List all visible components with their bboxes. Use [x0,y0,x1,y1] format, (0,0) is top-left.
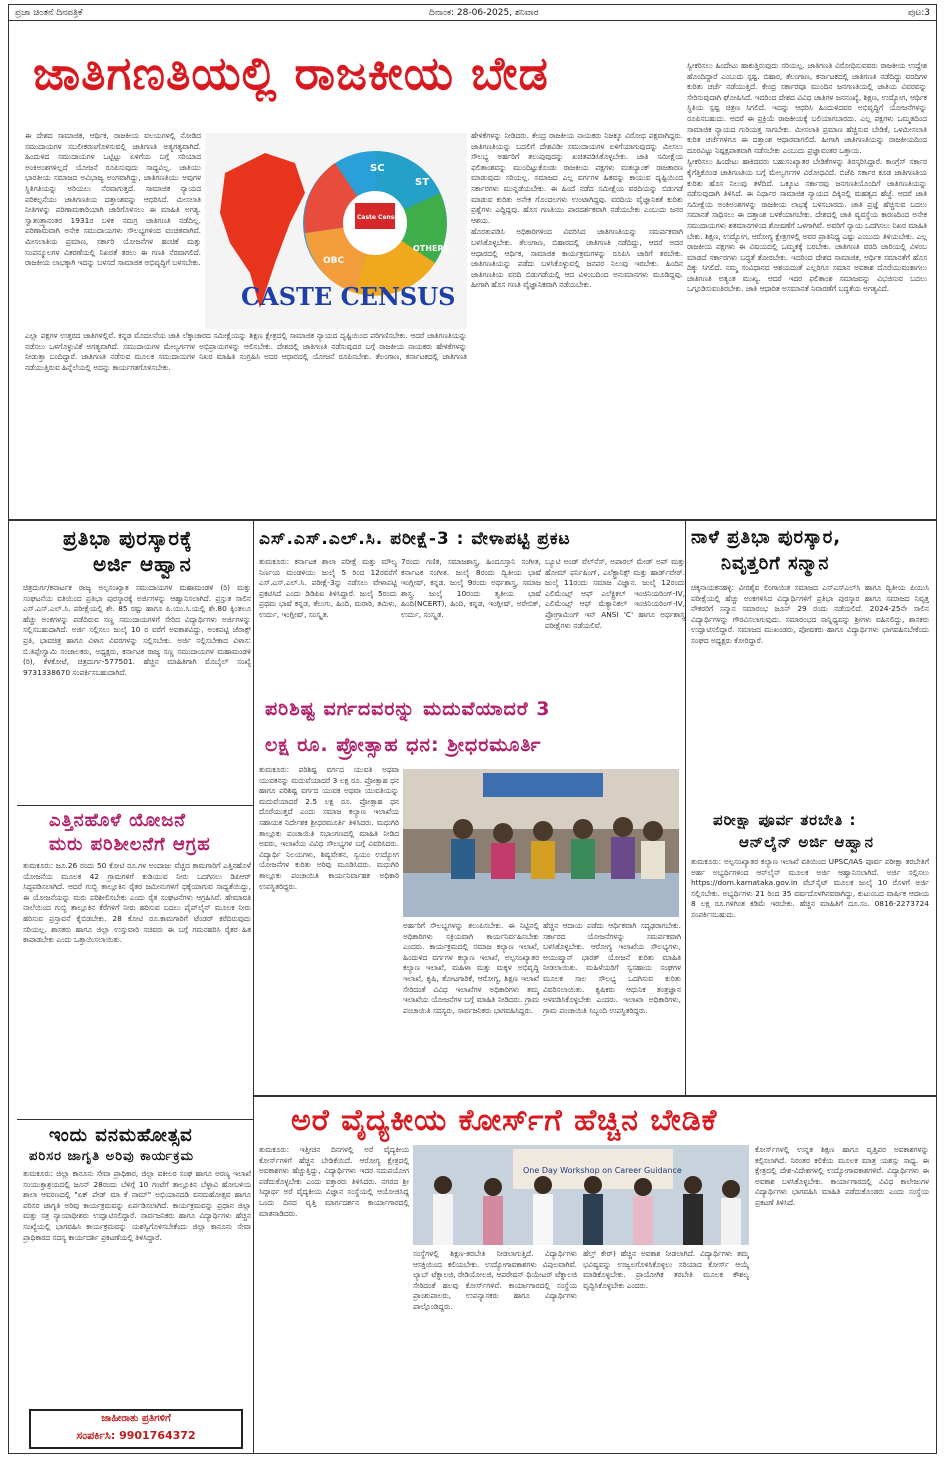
issue-date: ದಿನಾಂಕ: 28-06-2025, ಶನಿವಾರ [429,8,539,18]
sslc-col-2 [401,557,541,689]
lead-col-4-text: ಎಲ್ಲಾ ಪಕ್ಷಗಳ ಉತ್ತರದ ಜಾತಿಗಳಲ್ಲಿವೆ. ಕನ್ನಡ ಮೊದಲನೆಯ ಜಾತಿ ಲೆಕ್ಕಾಚಾರದ ಸಮೀಕ್ಷೆಯನ್ನು ಶಿಕ್ಷಣ ಕ್ಷೇತ್ರದಲ್ಲಿ ಸಾಮಾಜಿಕ ನ್ಯಾಯದ ದೃಷ್ಟಿಯಿಂದ ಪರಿಗಣಿಸಬೇಕು. ಆದರೆ ಜಾತಿಗಣತಿಯನ್ನು ನಡೆಸಲು ಒಳಗೊಳ್ಳುವಿಕೆ ಅಗತ್ಯವಾಗಿದೆ. ಸಮುದಾಯಗಳ ಮೇಲ್ವರ್ಗಗಳ ಅಭಿಪ್ರಾಯಗಳನ್ನು ಆಲಿಸಬೇಕು. ದೇಶದಲ್ಲಿ ಜಾತಿಗಣತಿ ನಡೆಸುವುದರ ಬಗ್ಗೆ ರಾಜಕೀಯ ನಾಯಕರು ಹೇಳಿಕೆಗಳನ್ನು ನೀಡುತ್ತಾ ಬಂದಿದ್ದಾರೆ. ಜಾತಿಗಣತಿ ನಡೆಸುವ ಮೂಲಕ ಸಮುದಾಯಗಳ ನಿಖರ ಮಾಹಿತಿ ಸಂಗ್ರಹಿಸಿ ಅದರ ಆಧಾರದಲ್ಲಿ ಯೋಜನೆ ರೂಪಿಸಬೇಕು. ತೆಲಂಗಾಣ, ಕರ್ನಾಟಕದಲ್ಲಿ ಜಾತಿಗಣತಿ ನಡೆಯುತ್ತಿರುವ ಹಿನ್ನೆಲೆಯಲ್ಲಿ ಅದನ್ನು ಕಾರ್ಯಗತಗೊಳಿಸಬೇಕು. [25,331,467,372]
column-rule [253,521,254,1453]
pareeksha-headline-2: ಆನ್‌ಲೈನ್ ಅರ್ಜಿ ಆಹ್ವಾನ [739,833,874,851]
lead-col-3-text: ಸ್ವೀಕರಿಸಲು ಹಿಂದೇಟು ಹಾಕುತ್ತಿರುವುದು ಸರಿಯಲ್ಲ. ಜಾತಿಗಣತಿ ವಿರೋಧಿಸುವವರು ರಾಜಕೀಯ ಉದ್ದೇಶ ಹೊಂದಿದ್ದಾರೆ ಎಂಬುದು ಸ್ಪಷ್ಟ. ಬಿಹಾರ, ತೆಲಂಗಾಣ, ಕರ್ನಾಟಕದಲ್ಲಿ ಜಾತಿಗಣತಿ ನಡೆದಿದ್ದು ವರದಿಗಳ ಕುರಿತು ಚರ್ಚೆ ನಡೆಯುತ್ತಿದೆ. ಕೇಂದ್ರ ಸರ್ಕಾರವೂ ಮುಂದಿನ ಜನಗಣತಿಯಲ್ಲಿ ಜಾತಿಯ ವಿವರವನ್ನು ಸೇರಿಸುವುದಾಗಿ ಘೋಷಿಸಿದೆ. ಇದರಿಂದ ದೇಶದ ವಿವಿಧ ಜಾತಿಗಳ ಜನಸಂಖ್ಯೆ, ಶಿಕ್ಷಣ, ಉದ್ಯೋಗ, ಆರ್ಥಿಕ ಸ್ಥಿತಿಯ ಸ್ಪಷ್ಟ ಚಿತ್ರಣ ಸಿಗಲಿದೆ. ಇದನ್ನು ಆಧರಿಸಿ ಹಿಂದುಳಿದವರ ಅಭಿವೃದ್ಧಿಗೆ ಯೋಜನೆಗಳನ್ನು ರೂಪಿಸಬಹುದು. ಆದರೆ ಈ ಪ್ರಕ್ರಿಯೆ ರಾಜಕೀಯಕ್ಕೆ ಬಲಿಯಾಗಬಾರದು. ಎಲ್ಲ ಪಕ್ಷಗಳು ಒಮ್ಮತದಿಂದ ಸಾಮಾಜಿಕ ನ್ಯಾಯದ ಗುರಿಯತ್ತ ಸಾಗಬೇಕು. ಮೀಸಲಾತಿ ಪ್ರಮಾಣ ಹೆಚ್ಚಿಸುವ ಬೇಡಿಕೆ, ಒಳಮೀಸಲಾತಿ ಕುರಿತ ಚರ್ಚೆಗಳಿಗೂ ಈ ದತ್ತಾಂಶ ಆಧಾರವಾಗಲಿದೆ. ಹೀಗಾಗಿ ಜಾತಿಗಣತಿಯನ್ನು ರಾಜಕೀಯದಿಂದ ದೂರವಿಟ್ಟು ನಿಷ್ಪಕ್ಷಪಾತವಾಗಿ ನಡೆಸಬೇಕು ಎಂಬುದು ಪ್ರಜ್ಞಾವಂತರ ಒತ್ತಾಯ. [687,61,927,155]
vaidya-col-2 [413,1249,577,1449]
meeting-photo [403,769,679,917]
lead-col-1a [25,131,201,329]
pareeksha-body-text: ತುಮಕೂರು: ಅಲ್ಪಸಂಖ್ಯಾತರ ಕಲ್ಯಾಣ ಇಲಾಖೆ ವತಿಯಿಂದ UPSC/IAS ಪೂರ್ವ ಪರೀಕ್ಷಾ ತರಬೇತಿಗೆ ಅರ್ಹ ಅಭ್ಯರ್ಥಿಗಳಿಂದ ಆನ್‌ಲೈನ್ ಮೂಲಕ ಅರ್ಜಿ ಆಹ್ವಾನಿಸಲಾಗಿದೆ. ಅರ್ಜಿ ಸಲ್ಲಿಸಲು https://dom.karnataka.gov.in ವೆಬ್‌ಸೈಟ್ ಮೂಲಕ ಜುಲೈ 10 ರೊಳಗೆ ಅರ್ಜಿ ಸಲ್ಲಿಸಬೇಕು. ಅಭ್ಯರ್ಥಿಗಳು 21 ರಿಂದ 35 ವರ್ಷದೊಳಗಿನವರಾಗಿದ್ದು, ಕುಟುಂಬದ ವಾರ್ಷಿಕ ಆದಾಯ 8 ಲಕ್ಷ ರೂ.ಗಳಿಗಿಂತ ಕಡಿಮೆ ಇರಬೇಕು. ಹೆಚ್ಚಿನ ಮಾಹಿತಿಗೆ ದೂ.ಸಂ. 0816-2273724 ಸಂಪರ್ಕಿಸಬಹುದು. [691,857,929,919]
shridhar-col-3-text: ಹೆಚ್ಚಿನ ಆದಾಯ ಪಡೆದು ಆರ್ಥಿಕವಾಗಿ ಸದೃಢರಾಗಬೇಕು. ಸರ್ಕಾರದ ಯೋಜನೆಗಳನ್ನು ಸಮರ್ಪಕವಾಗಿ ಬಳಸಿಕೊಳ್ಳಬೇಕು. ಆರೋಗ್ಯ ಇಲಾಖೆಯ ಸೌಲಭ್ಯಗಳು, ಆಯುಷ್ಮಾನ್ ಭಾರತ್ ಯೋಜನೆ ಕುರಿತು ಮಾಹಿತಿ ನೀಡಲಾಯಿತು. ಮಹಿಳೆಯರಿಗೆ ಸ್ವಸಹಾಯ ಸಂಘಗಳ ಮೂಲಕ ಸಾಲ ಸೌಲಭ್ಯ ಒದಗಿಸುವ ಕುರಿತು ವಿವರಿಸಲಾಯಿತು. ಕೃಷಿಕರು ಆಧುನಿಕ ತಂತ್ರಜ್ಞಾನ ಅಳವಡಿಸಿಕೊಳ್ಳಬೇಕು ಎಂದರು. ಇಲಾಖಾ ಅಧಿಕಾರಿಗಳು, ಗ್ರಾಮ ಪಂಚಾಯಿತಿ ಸಿಬ್ಬಂದಿ ಉಪಸ್ಥಿತರಿದ್ದರು. [543,921,681,1015]
sslc-col-3 [545,557,685,689]
sslc-col-3-text: ಬ್ಯೂಟಿ ಅಂಡ್ ವೆಲ್‌ನೆಸ್, ಅಪಾರಲ್ ಮೇಡ್ ಅಪ್ ಮತ್ತು ಹೋಮ್ ಫರ್ನಿಷಿಂಗ್, ಎಲೆಕ್ಟ್ರಾನಿಕ್ಸ್ ಮತ್ತು ಹಾರ್ಡ್‌ವೇರ್. ಜುಲೈ 11ರಂದು ಸಮಾಜ ವಿಜ್ಞಾನ. ಜುಲೈ 12ರಂದು ಎಲಿಮೆಂಟ್ಸ್ ಆಫ್ ಎಲೆಕ್ಟ್ರಿಕಲ್ ಇಂಜಿನಿಯರಿಂಗ್-IV, ಎಲಿಮೆಂಟ್ಸ್ ಆಫ್ ಮೆಕ್ಯಾನಿಕಲ್ ಇಂಜಿನಿಯರಿಂಗ್-IV, ಪ್ರೋಗ್ರಾಮಿಂಗ್ ಇನ್ ANSI 'C' ಹಾಗೂ ಅರ್ಥಶಾಸ್ತ್ರ ಪರೀಕ್ಷೆಗಳು ನಡೆಯಲಿವೆ. [545,557,685,630]
lead-col-5-text: ಹೊರತುಪಡಿಸಿ ಅಧಿಕಾರಿಗಳಿಂದ ವಿವರಿಸಿದ ಜಾತಿಗಣತಿಯನ್ನು ಸಮರ್ಪಕವಾಗಿ ಬಳಸಿಕೊಳ್ಳಬೇಕು. ತೆಲಂಗಾಣ, ಬಿಹಾರದಲ್ಲಿ ಜಾತಿಗಣತಿ ನಡೆದಿದ್ದು, ಆದರೆ ಅದರ ಆಧಾರದಲ್ಲಿ ಆರ್ಥಿಕ, ಸಾಮಾಜಿಕ ಕಾರ್ಯಕ್ರಮಗಳನ್ನು ರೂಪಿಸಿ ಜಾರಿಗೆ ತರಬೇಕು. ಜಾತಿಗಣತಿಯನ್ನು ಪಡೆದು ಬಳಸಿಕೊಳ್ಳುವಲ್ಲಿ ಜನಪರ ನಿಲುವು ಇರಬೇಕು. ಹಿಂದಿನ ಜಾತಿಗಣತಿಯ ವರದಿ ಬಿಡುಗಡೆಯಲ್ಲಿ ಆದ ವಿಳಂಬದಿಂದ ಅನುಮಾನಗಳು ಮೂಡಿದ್ದವು. ಹೀಗಾಗಿ ಹೊಸ ಗಣತಿ ವೈಜ್ಞಾನಿಕವಾಗಿ ನಡೆಯಬೇಕು. [471,227,683,290]
wheel-label-st: ST [415,177,430,188]
lead-col-3 [687,61,927,517]
pratibha-body-text: ಚಿತ್ರದುರ್ಗ/ಕನಾರ್ಟಕ ರಾಜ್ಯ ಅಲ್ಪಸಂಖ್ಯಾತ ಸಮುದಾಯಗಳ ಮಹಾಮಂಡಳಿ (ರಿ) ಮತ್ತು ಸಂಘಟನೆಯ ವತಿಯಿಂದ ಪ್ರತಿಭಾ ಪುರಸ್ಕಾರಕ್ಕೆ ಅರ್ಜಿಗಳನ್ನು ಆಹ್ವಾನಿಸಲಾಗಿದೆ. ಪ್ರಸ್ತುತ ಸಾಲಿನ ಎಸ್.ಎಸ್.ಎಲ್.ಸಿ. ಪರೀಕ್ಷೆಯಲ್ಲಿ ಶೇ. 85 ರಷ್ಟು ಹಾಗೂ ಪಿ.ಯು.ಸಿ.ಯಲ್ಲಿ ಶೇ.80 ಕ್ಕಿಂತಲೂ ಹೆಚ್ಚು ಅಂಕಗಳನ್ನು ಪಡೆದಿರುವ ಸಣ್ಣ ಸಮುದಾಯಗಳಿಗೆ ಸೇರಿದ ವಿದ್ಯಾರ್ಥಿಗಳು ಅರ್ಜಿಗಳನ್ನು ಸಲ್ಲಿಸಬಹುದಾಗಿದೆ. ಅರ್ಜಿ ಸಲ್ಲಿಸಲು ಜುಲೈ 10 ರ ವರೆಗೆ ಅವಕಾಶವಿದ್ದು, ಅಂಕಪಟ್ಟಿ ಜೆರಾಕ್ಸ್ ಪ್ರತಿ, ಭಾವಚಿತ್ರ ಹಾಗೂ ವಿಳಾಸ ವಿವರಗಳನ್ನು ಸಲ್ಲಿಸಬೇಕು. ಅರ್ಜಿ ಸಲ್ಲಿಸಬೇಕಾದ ವಿಳಾಸ: ಬಿ.ತಿಪ್ಪೇಸ್ವಾಮಿ ಸಂಚಾಲಕರು, ಅಧ್ಯಕ್ಷರು, ಕರ್ನಾಟಕ ರಾಜ್ಯ ಸಣ್ಣ ಸಮುದಾಯಗಳ ಮಹಾಮಂಡಳಿ (ರಿ), ಕೆಳಕೋಟೆ, ಚಿತ್ರದುರ್ಗ-577501. ಹೆಚ್ಚಿನ ಮಾಹಿತಿಗಾಗಿ ಮೊಬೈಲ್ ಸಂಖ್ಯೆ 9731338670 ಸಂಪರ್ಕಿಸಬಹುದಾಗಿದೆ. [23,583,251,677]
vaidya-headline: ಅರೆ ವೈದ್ಯಕೀಯ ಕೋರ್ಸ್‌ಗೆ ಹೆಚ್ಚಿನ ಬೇಡಿಕೆ [291,1103,718,1138]
ad-title: ಜಾಹೀರಾತು ಪ್ರತಿಗಳಿಗೆ [101,1413,171,1424]
sslc-headline: ಎಸ್.ಎಸ್.ಎಲ್.ಸಿ. ಪರೀಕ್ಷೆ-3 : ವೇಳಾಪಟ್ಟಿ ಪ್ರಕಟ [259,529,571,549]
lead-headline: ಜಾತಿಗಣತಿಯಲ್ಲಿ ರಾಜಕೀಯ ಬೇಡ [33,46,549,100]
etinole-body-text: ತುಮಕೂರು: ಜೂ.26 ರಂದು 50 ಕೋಟಿ ರೂ.ಗಳ ಅಂದಾಜು ವೆಚ್ಚದ ಕಾಮಗಾರಿಗೆ ಎತ್ತಿನಹೊಳೆ ಯೋಜನೆಯ ಮೂಲಕ 42 ಗ್ರಾಮಗಳಿಗೆ ಕುಡಿಯುವ ನೀರು ಒದಗಿಸಲು ಡಿಪಿಆರ್ ಸಿದ್ಧಪಡಿಸಲಾಗಿದೆ. ಆದರೆ ಗುಬ್ಬಿ ತಾಲ್ಲೂಕಿನ ರೈತರ ಜಮೀನುಗಳಿಗೆ ಧಕ್ಕೆಯಾಗುವ ಸಾಧ್ಯತೆಯಿದ್ದು, ಈ ಯೋಜನೆಯನ್ನು ಮರು ಪರಿಶೀಲಿಸಬೇಕು ಎಂದು ರೈತ ಸಂಘಟನೆಗಳು ಆಗ್ರಹಿಸಿವೆ. ಹೇಮಾವತಿ ನಾಲೆಯಿಂದ ಗುಬ್ಬಿ ತಾಲ್ಲೂಕಿನ ಕೆರೆಗಳಿಗೆ ನೀರು ಹರಿಸುವ ಬದಲು ಪೈಪ್‌ಲೈನ್ ಮೂಲಕ ನೀರು ಹರಿಸುವ ಪ್ರಸ್ತಾವನೆ ಕೈಬಿಡಬೇಕು. 28 ಕೋಟಿ ರೂ.ಕಾಮಗಾರಿಗೆ ಟೆಂಡರ್ ಕರೆದಿರುವುದು ಸರಿಯಲ್ಲ. ಶಾಸಕರು ಹಾಗೂ ಜಿಲ್ಲಾ ಉಸ್ತುವಾರಿ ಸಚಿವರು ಈ ಬಗ್ಗೆ ಗಮನಹರಿಸಿ ರೈತರ ಹಿತ ಕಾಪಾಡಬೇಕು ಎಂದು ಒತ್ತಾಯಿಸಲಾಯಿತು. [23,861,251,945]
vaidya-col-4-text: ಕೋರ್ಸ್‌ಗಳಲ್ಲಿ ಉನ್ನತ ಶಿಕ್ಷಣ ಹಾಗೂ ವೃತ್ತಿಪರ ಅವಕಾಶಗಳನ್ನು ಕಲ್ಪಿಸಲಾಗಿದೆ. ನಿರಂತರ ಕಲಿಕೆಯ ಮೂಲಕ ಮಾತ್ರ ಯಶಸ್ಸು ಸಾಧ್ಯ. ಈ ಕ್ಷೇತ್ರದಲ್ಲಿ ದೇಶ-ವಿದೇಶಗಳಲ್ಲಿ ಉದ್ಯೋಗಾವಕಾಶಗಳಿವೆ. ವಿದ್ಯಾರ್ಥಿಗಳು ಈ ಅವಕಾಶ ಬಳಸಿಕೊಳ್ಳಬೇಕು. ಕಾರ್ಯಾಗಾರದಲ್ಲಿ ವಿವಿಧ ಕಾಲೇಜುಗಳ ವಿದ್ಯಾರ್ಥಿಗಳು ಭಾಗವಹಿಸಿ ಮಾಹಿತಿ ಪಡೆದುಕೊಂಡರು ಎಂದು ಸಂಸ್ಥೆಯ ಪ್ರಕಟಣೆ ತಿಳಿಸಿದೆ. [755,1145,929,1207]
vana-headline-1: ಇಂದು ವನಮಹೋತ್ಸವ [49,1125,193,1146]
ad-phone: ಸಂಪರ್ಕಿಸಿ: 9901764372 [76,1429,196,1442]
naale-body [691,583,929,805]
etinole-headline-2: ಮರು ಪರಿಶೀಲನೆಗೆ ಆಗ್ರಹ [49,834,211,855]
shridhar-col-1-text: ತುಮಕೂರು: ಪರಿಶಿಷ್ಟ ವರ್ಗದ ಯುವತಿ ಅಥವಾ ಯುವಕನನ್ನು ಮದುವೆಯಾದರೆ 3 ಲಕ್ಷ ರೂ. ಪ್ರೋತ್ಸಾಹ ಧನ ಹಾಗೂ ಪರಿಶಿಷ್ಟ ವರ್ಗದ ಯುವಕ ಅಥವಾ ಯುವತಿಯನ್ನು ಮದುವೆಯಾದರೆ 2.5 ಲಕ್ಷ ರೂ. ಪ್ರೋತ್ಸಾಹ ಧನ ದೊರೆಯುತ್ತದೆ ಎಂದು ಸಮಾಜ ಕಲ್ಯಾಣ ಇಲಾಖೆಯ ಸಹಾಯಕ ನಿರ್ದೇಶಕ ಶ್ರೀಧರಮೂರ್ತಿ ತಿಳಿಸಿದರು. ಮಧುಗಿರಿ ತಾಲ್ಲೂಕು ಪಂಚಾಯಿತಿ ಸಭಾಂಗಣದಲ್ಲಿ ಮಾಹಿತಿ ನೀಡಿದ ಅವರು, ಇಲಾಖೆಯ ವಿವಿಧ ಸೌಲಭ್ಯಗಳ ಬಗ್ಗೆ ವಿವರಿಸಿದರು. ವಿದ್ಯಾರ್ಥಿ ನಿಲಯಗಳು, ಶಿಷ್ಯವೇತನ, ಸ್ವಯಂ ಉದ್ಯೋಗ ಯೋಜನೆಗಳ ಕುರಿತು ಅರಿವು ಮೂಡಿಸಿದರು. ಮಧುಗಿರಿ ತಾಲ್ಲೂಕು ಪಂಚಾಯಿತಿ ಕಾರ್ಯನಿರ್ವಾಹಕ ಅಧಿಕಾರಿ ಉಪಸ್ಥಿತರಿದ್ದರು. [259,765,399,891]
wheel-label-census: Caste Census [357,214,403,221]
naale-body-text: ಚಿಕ್ಕನಾಯಕನಹಳ್ಳಿ: ವೀರಶೈವ ಲಿಂಗಾಯಿತ ಸಮಾಜದ ಎಸ್‌ಎಸ್‌ಎಲ್‌ಸಿ ಹಾಗೂ ದ್ವಿತೀಯ ಪಿಯುಸಿ ಪರೀಕ್ಷೆಯಲ್ಲಿ ಹೆಚ್ಚು ಅಂಕಗಳಿಸಿದ ವಿದ್ಯಾರ್ಥಿಗಳಿಗೆ ಪ್ರತಿಭಾ ಪುರಸ್ಕಾರ ಹಾಗೂ ಸಮಾಜದ ನಿವೃತ್ತ ನೌಕರರಿಗೆ ಸನ್ಮಾನ ಸಮಾರಂಭ ಜೂನ್ 29 ರಂದು ನಡೆಯಲಿದೆ. 2024-25ನೇ ಸಾಲಿನ ವಿದ್ಯಾರ್ಥಿಗಳನ್ನು ಗೌರವಿಸಲಾಗುವುದು. ಸಮಾರಂಭದ ಸಾನ್ನಿಧ್ಯವನ್ನು ಶ್ರೀಗಳು ವಹಿಸಲಿದ್ದು, ಶಾಸಕರು ಉದ್ಘಾಟಿಸಲಿದ್ದಾರೆ. ಸಮಾಜದ ಮುಖಂಡರು, ಪೋಷಕರು ಹಾಗೂ ವಿದ್ಯಾರ್ಥಿಗಳು ಭಾಗವಹಿಸಬೇಕೆಂದು ಸಂಘದ ಅಧ್ಯಕ್ಷರು ಕೋರಿದ್ದಾರೆ. [691,583,929,645]
lead-col-1-text: ಈ ದೇಶದ ಸಾಮಾಜಿಕ, ಆರ್ಥಿಕ, ರಾಜಕೀಯ ವಲಯಗಳಲ್ಲಿ ನೋಡಿದ ಸಮುದಾಯಗಳ ಸಬಲೀಕರಣಗೊಳಿಸುವಲ್ಲಿ ಜಾತಿಗಣತಿ ಅತ್ಯಗತ್ಯವಾಗಿದೆ. ಹಿಂದುಳಿದ ಸಮುದಾಯಗಳ ಒಟ್ಟಿಟ್ಟು ಏಳಿಗೆಯ ಬಗ್ಗೆ ಸರಿಯಾದ ಅಂಕಿಅಂಶಗಳಿಲ್ಲದೆ ಯೋಜನೆ ರೂಪಿಸುವುದು ಸಾಧ್ಯವಿಲ್ಲ. ಜಾತಿಯು ಭಾರತೀಯ ಸಮಾಜದ ಅವಿಭಾಜ್ಯ ಅಂಗವಾಗಿದ್ದು, ಜಾತಿಗಣತಿಯು ಅವುಗಳ ಸ್ಥಿತಿಗತಿಯನ್ನು ಅರಿಯಲು ನೆರವಾಗುತ್ತದೆ. ಸಾಮಾಜಿಕ ನ್ಯಾಯದ ಪರಿಕಲ್ಪನೆಯು ಜಾತಿಗಣತಿಯ ದತ್ತಾಂಶವನ್ನು ಆಧರಿಸಿದೆ. ಮೀಸಲಾತಿ ನೀತಿಗಳನ್ನು ಪರಿಣಾಮಕಾರಿಯಾಗಿ ಜಾರಿಗೊಳಿಸಲು ಈ ಮಾಹಿತಿ ಅಗತ್ಯ. ಸ್ವಾತಂತ್ರ್ಯಾನಂತರ 1931ರ ಬಳಿಕ ಸಮಗ್ರ ಜಾತಿಗಣತಿ ನಡೆದಿಲ್ಲ. ಪರಿಣಾಮವಾಗಿ ಅನೇಕ ಸಮುದಾಯಗಳು ಸೌಲಭ್ಯಗಳಿಂದ ವಂಚಿತವಾಗಿವೆ. ಮೀಸಲಾತಿಯ ಪ್ರಮಾಣ, ಸರ್ಕಾರಿ ಯೋಜನೆಗಳ ಹಂಚಿಕೆ ಮತ್ತು ಸಂಪನ್ಮೂಲಗಳ ವಿತರಣೆಯಲ್ಲಿ ನಿಖರತೆ ತರಲು ಈ ಗಣತಿ ನೆರವಾಗಲಿದೆ. ರಾಜಕೀಯ ಲಾಭಕ್ಕಾಗಿ ಇದನ್ನು ಬಳಸದೆ ಸಾಮಾಜಿಕ ಅಭಿವೃದ್ಧಿಗೆ ಬಳಸಬೇಕು. [25,131,201,268]
shridhar-col-1 [259,765,399,1093]
lead-col-1b [25,331,467,517]
vaidya-col-3 [583,1249,749,1449]
shridhar-col-2 [403,921,539,1093]
vaidya-col-1-text: ತುಮಕೂರು: ಇತ್ತೀಚಿನ ದಿನಗಳಲ್ಲಿ ಅರೆ ವೈದ್ಯಕೀಯ ಕೋರ್ಸ್‌ಗಳಿಗೆ ಹೆಚ್ಚಿನ ಬೇಡಿಕೆಯಿದೆ. ಆರೋಗ್ಯ ಕ್ಷೇತ್ರದಲ್ಲಿ ಅವಕಾಶಗಳು ಹೆಚ್ಚುತ್ತಿದ್ದು, ವಿದ್ಯಾರ್ಥಿಗಳು ಇದರ ಸದುಪಯೋಗ ಪಡೆದುಕೊಳ್ಳಬೇಕು ಎಂದು ವಕ್ತಾರರು ತಿಳಿಸಿದರು. ನಗರದ ಶ್ರೀ ಸಿದ್ಧಾರ್ಥ ಅರೆ ವೈದ್ಯಕೀಯ ವಿಜ್ಞಾನ ಸಂಸ್ಥೆಯಲ್ಲಿ ಆಯೋಜಿಸಿದ್ದ ಒಂದು ದಿನದ ವೃತ್ತಿ ಮಾರ್ಗದರ್ಶನ ಕಾರ್ಯಾಗಾರದಲ್ಲಿ ಮಾತನಾಡಿದರು. [259,1145,409,1218]
pareeksha-headline-1: ಪರೀಕ್ಷಾ ಪೂರ್ವ ತರಬೇತಿ : [713,811,857,829]
ad-box [29,1409,243,1449]
vaidya-col-4 [755,1145,929,1449]
masthead [9,5,936,21]
section-divider [254,1095,936,1097]
lead-col-6-text: ಸ್ವೀಕರಿಸಲು ಹಿಂದೇಟು ಹಾಕಿದವರು ಬಹುಸಂಖ್ಯಾತರ ಬೇಡಿಕೆಗಳನ್ನು ತಿರಸ್ಕರಿಸಿದ್ದಾರೆ. ಕಾಂಗ್ರೆಸ್ ಸರ್ಕಾರ ಕೈಗೆತ್ತಿಕೊಂಡ ಜಾತಿಗಣತಿಯ ಬಗ್ಗೆ ಮೇಲ್ವರ್ಗಗಳ ವಿರೋಧವಿದೆ. ಬಿಜೆಪಿ ಸರ್ಕಾರ ಕೂಡ ಜಾತಿಗಣತಿಯ ಕುರಿತು ಹೊಸ ನಿಲುವು ತಳೆದಿದೆ. ಒಕ್ಕೂಟ ಸರ್ಕಾರವು ಜನಗಣತಿಯೊಂದಿಗೆ ಜಾತಿಗಣತಿಯನ್ನು ನಡೆಸುವುದಾಗಿ ತಿಳಿಸಿದೆ. ಈ ನಿರ್ಧಾರ ಸಾಮಾಜಿಕ ನ್ಯಾಯದ ದಿಕ್ಕಿನಲ್ಲಿ ಮಹತ್ವದ ಹೆಜ್ಜೆ. ಆದರೆ ಜಾತಿ ಸಮೀಕ್ಷೆಯ ಅಂಕಿಅಂಶಗಳನ್ನು ರಾಜಕೀಯ ಲಾಭಕ್ಕೆ ಬಳಸಬಾರದು. ಜಾತಿ ಪ್ರಜ್ಞೆ ಹೆಚ್ಚಿಸುವ ಬದಲು ಸಮಾನತೆ ಸಾಧಿಸಲು ಈ ದತ್ತಾಂಶ ಬಳಕೆಯಾಗಬೇಕು. ದೇಶದಲ್ಲಿ ಜಾತಿ ವ್ಯವಸ್ಥೆಯ ಕಾರಣದಿಂದ ಅನೇಕ ಸಮುದಾಯಗಳು ಶತಮಾನಗಳಿಂದ ಶೋಷಣೆಗೆ ಒಳಗಾಗಿವೆ. ಅವರಿಗೆ ನ್ಯಾಯ ಒದಗಿಸಲು ನಿಖರ ಮಾಹಿತಿ ಬೇಕು. ಶಿಕ್ಷಣ, ಉದ್ಯೋಗ, ಆರೋಗ್ಯ ಕ್ಷೇತ್ರಗಳಲ್ಲಿ ಅವರ ಪ್ರಾತಿನಿಧ್ಯ ಎಷ್ಟು ಎಂಬುದು ತಿಳಿಯಬೇಕು. ಎಲ್ಲ ರಾಜಕೀಯ ಪಕ್ಷಗಳು ಈ ವಿಷಯದಲ್ಲಿ ಒಮ್ಮತಕ್ಕೆ ಬರಬೇಕು. ಜಾತಿಗಣತಿ ವರದಿ ಜಾರಿಯಲ್ಲಿ ವಿಳಂಬ ಮಾಡದೆ ಸರ್ಕಾರಗಳು ಬದ್ಧತೆ ತೋರಬೇಕು. ಇದರಿಂದ ದೇಶದ ಸಾಮಾಜಿಕ, ಆರ್ಥಿಕ ಸಮಾನತೆಗೆ ಹೊಸ ದಿಕ್ಕು ಸಿಗಲಿದೆ. ನಮ್ಮ ಸಂವಿಧಾನದ ಆಶಯದಂತೆ ಎಲ್ಲರಿಗೂ ಸಮಾನ ಅವಕಾಶ ದೊರೆಯುವಂತಾಗಲು ಜಾತಿಗಣತಿ ಅತ್ಯಂತ ಮುಖ್ಯ. ಆದರೆ ಇದರ ಫಲಿತಾಂಶ ಸಮಾಜವನ್ನು ವಿಭಜಿಸುವ ಬದಲು ಒಗ್ಗೂಡಿಸುವಂತಿರಬೇಕು. ಜಾತಿ ಆಧಾರಿತ ಅಸಮಾನತೆ ನಿವಾರಣೆಗೆ ಬದ್ಧತೆಯ ಅಗತ್ಯವಿದೆ. [687,157,927,294]
etinole-headline-1: ಎತ್ತಿನಹೊಳೆ ಯೋಜನೆ [49,810,187,831]
shridhar-headline-2: ಲಕ್ಷ ರೂ. ಪ್ರೋತ್ಸಾಹ ಧನ: ಶ್ರೀಧರಮೂರ್ತಿ [265,734,542,756]
pratibha-headline-2: ಅರ್ಜಿ ಆಹ್ವಾನ [93,552,192,576]
shridhar-col-3 [543,921,681,1093]
vaidya-photo [413,1145,749,1245]
naale-headline-1: ನಾಳೆ ಪ್ರತಿಭಾ ಪುರಸ್ಕಾರ, [691,527,842,548]
section-divider [9,519,936,521]
wheel-label-others: OTHERS [413,244,450,253]
page-number: ಪುಟ:3 [908,8,930,18]
vana-body [23,1169,251,1403]
wheel-label-sc: SC [370,163,385,174]
lead-col-2-text: ಹೇಳಿಕೆಗಳನ್ನು ನೀಡಿದರು. ಕೇಂದ್ರ ರಾಜಕೀಯ ನಾಯಕರು ನಿಜಕ್ಕೂ ವಿರೋಧ ಪಕ್ಷವಾಗಿದ್ದರು. ಜಾತಿಗಣತಿಯನ್ನು ಬದಲಿಗೆ ದೇಶವಿಡೀ ಸಮುದಾಯಗಳ ಏಳಿಗೆಯಾಗುವುದನ್ನು ಮೀಸಲು ಸೌಲಭ್ಯ ಅರ್ಹರಿಗೆ ತಲುಪುವುದನ್ನು ಖಚಿತಪಡಿಸಿಕೊಳ್ಳಬೇಕು. ಜಾತಿ ಸಮೀಕ್ಷೆಯ ಫಲಿತಾಂಶವನ್ನು ಮುಂದಿಟ್ಟುಕೊಂಡು ರಾಜಕೀಯ ಪಕ್ಷಗಳು ಮತಬ್ಯಾಂಕ್ ರಾಜಕಾರಣ ಮಾಡುವುದು ಸರಿಯಲ್ಲ. ಸಮಾಜದ ಎಲ್ಲ ವರ್ಗಗಳ ಹಿತವನ್ನು ಕಾಯುವ ದೃಷ್ಟಿಯಿಂದ ಸರ್ಕಾರಗಳು ಮುನ್ನಡೆಯಬೇಕು. ಈ ಹಿಂದೆ ನಡೆದ ಸಮೀಕ್ಷೆಯ ವರದಿಯನ್ನು ಬಿಡುಗಡೆ ಮಾಡುವ ಕುರಿತು ಅನೇಕ ಗೊಂದಲಗಳು ಉಂಟಾಗಿದ್ದವು. ವರದಿಯ ವೈಜ್ಞಾನಿಕತೆ ಕುರಿತು ಪ್ರಶ್ನೆಗಳು ಎದ್ದಿದ್ದವು. ಹೊಸ ಗಣತಿಯು ಪಾರದರ್ಶಕವಾಗಿ ನಡೆಯಬೇಕು ಎಂಬುದು ಜನರ ಆಶಯ. [471,131,683,225]
workshop-banner: One Day Workshop on Career Guidance [523,1166,682,1175]
vaidya-col-2-text: ಸಂಸ್ಥೆಗಳಲ್ಲಿ ಶಿಕ್ಷಣ-ತರಬೇತಿ ನೀಡಲಾಗುತ್ತಿದೆ. ವಿದ್ಯಾರ್ಥಿಗಳು ಆಸಕ್ತಿಯಿಂದ ಕಲಿಯಬೇಕು. ಉದ್ಯೋಗಾವಕಾಶಗಳು ವಿಪುಲವಾಗಿವೆ. ಲ್ಯಾಬ್ ಟೆಕ್ನಾಲಜಿ, ರೇಡಿಯೋಲಜಿ, ಆಪರೇಷನ್ ಥಿಯೇಟರ್ ಟೆಕ್ನಾಲಜಿ ಸೇರಿದಂತೆ ಹಲವು ಕೋರ್ಸ್‌ಗಳಿವೆ. ಕಾರ್ಯಾಗಾರದಲ್ಲಿ ಸಂಸ್ಥೆಯ ಪ್ರಾಂಶುಪಾಲರು, ಉಪನ್ಯಾಸಕರು ಹಾಗೂ ವಿದ್ಯಾರ್ಥಿಗಳು ಪಾಲ್ಗೊಂಡಿದ್ದರು. [413,1249,577,1311]
pareeksha-body [691,857,929,1093]
caste-census-image [205,133,467,329]
caste-census-caption: CASTE CENSUS [241,282,456,311]
divider [17,1119,253,1120]
sslc-col-1 [259,557,397,689]
sslc-col-1-text: ತುಮಕೂರು: ಕರ್ನಾಟಕ ಶಾಲಾ ಪರೀಕ್ಷೆ ಮತ್ತು ಮೌಲ್ಯ ನಿರ್ಣಯ ಮಂಡಳಿಯು ಜುಲೈ 5 ರಿಂದ 12ರವರೆಗೆ ಎಸ್.ಎಸ್.ಎಲ್.ಸಿ. ಪರೀಕ್ಷೆ-3ನ್ನು ನಡೆಸಲು ವೇಳಾಪಟ್ಟಿ ಪ್ರಕಟಿಸಿದೆ ಎಂದು ಡಿಡಿಪಿಐ ತಿಳಿಸಿದ್ದಾರೆ. ಜುಲೈ 5ರಂದು ಪ್ರಥಮ ಭಾಷೆ ಕನ್ನಡ, ತೆಲುಗು, ಹಿಂದಿ, ಮರಾಠಿ, ತಮಿಳು, ಉರ್ದು, ಇಂಗ್ಲೀಷ್, ಸಂಸ್ಕೃತ. [259,557,397,619]
vana-headline-2: ಪರಿಸರ ಜಾಗೃತಿ ಅರಿವು ಕಾರ್ಯಕ್ರಮ [29,1149,195,1164]
vaidya-col-1 [259,1145,409,1449]
sslc-col-2-text: 7ರಂದು ಗಣಿತ, ಸಮಾಜಶಾಸ್ತ್ರ, ಹಿಂದೂಸ್ತಾನಿ ಸಂಗೀತ, ಕರ್ನಾಟಕ ಸಂಗೀತ. ಜುಲೈ 8ರಂದು ದ್ವಿತೀಯ ಭಾಷೆ ಇಂಗ್ಲೀಷ್, ಕನ್ನಡ. ಜುಲೈ 9ರಂದು ಅರ್ಥಶಾಸ್ತ್ರ, ಸಮಾಜ ಶಾಸ್ತ್ರ. ಜುಲೈ 10ರಂದು ತೃತೀಯ ಭಾಷೆ ಹಿಂದಿ(NCERT), ಹಿಂದಿ, ಕನ್ನಡ, ಇಂಗ್ಲೀಷ್, ಅರೇಬಿಕ್, ಉರ್ದು, ಸಂಸ್ಕೃತ. [401,557,541,619]
vaidya-col-3-text: ಹೆಲ್ತ್ ಕೇರ್) ಹೆಚ್ಚಿನ ಅವಕಾಶ ನೀಡಲಾಗಿದೆ. ವಿದ್ಯಾರ್ಥಿಗಳು ತಮ್ಮ ಭವಿಷ್ಯವನ್ನು ಉಜ್ವಲಗೊಳಿಸಿಕೊಳ್ಳಲು ಸರಿಯಾದ ಕೋರ್ಸ್ ಆಯ್ಕೆ ಮಾಡಿಕೊಳ್ಳಬೇಕು. ಪ್ರಾಯೋಗಿಕ ತರಬೇತಿ ಮೂಲಕ ಕೌಶಲ್ಯ ವೃದ್ಧಿಸಿಕೊಳ್ಳಬೇಕು ಎಂದರು. [583,1249,749,1290]
divider [17,805,253,806]
workshop-photo [413,1145,749,1245]
vana-body-text: ತುಮಕೂರು: ಜಿಲ್ಲಾ ಕಾನೂನು ಸೇವಾ ಪ್ರಾಧಿಕಾರ, ಜಿಲ್ಲಾ ವಕೀಲರ ಸಂಘ ಹಾಗೂ ಅರಣ್ಯ ಇಲಾಖೆ ಸಂಯುಕ್ತಾಶ್ರಯದಲ್ಲಿ ಜೂನ್ 28ರಂದು ಬೆಳಿಗ್ಗೆ 10 ಗಂಟೆಗೆ ತಾಲ್ಲೂಕಿನ ಬೆಳ್ಳಾವಿ ಹೋಬಳಿಯ ಶಾಲಾ ಆವರಣದಲ್ಲಿ "ಏಕ್ ಪೇಡ್ ಮಾ ಕೆ ನಾಮ್" ಅಭಿಯಾನದಡಿ ವನಮಹೋತ್ಸವ ಹಾಗೂ ಪರಿಸರ ಜಾಗೃತಿ ಅರಿವು ಕಾರ್ಯಕ್ರಮವನ್ನು ಏರ್ಪಡಿಸಲಾಗಿದೆ. ಕಾರ್ಯಕ್ರಮವನ್ನು ಪ್ರಧಾನ ಜಿಲ್ಲಾ ಮತ್ತು ಸತ್ರ ನ್ಯಾಯಾಧೀಶರು ಉದ್ಘಾಟಿಸಲಿದ್ದಾರೆ. ಸಾರ್ವಜನಿಕರು ಹಾಗೂ ವಿದ್ಯಾರ್ಥಿಗಳು ಹೆಚ್ಚಿನ ಸಂಖ್ಯೆಯಲ್ಲಿ ಭಾಗವಹಿಸಿ ಕಾರ್ಯಕ್ರಮವನ್ನು ಯಶಸ್ವಿಗೊಳಿಸಬೇಕೆಂದು ಜಿಲ್ಲಾ ಕಾನೂನು ಸೇವಾ ಪ್ರಾಧಿಕಾರದ ಸದಸ್ಯ ಕಾರ್ಯದರ್ಶಿ ಪ್ರಕಟಣೆಯಲ್ಲಿ ತಿಳಿಸಿದ್ದಾರೆ. [23,1169,251,1242]
lead-col-2 [471,131,683,517]
shridhar-headline-1: ಪರಿಶಿಷ್ಟ ವರ್ಗದವರನ್ನು ಮದುವೆಯಾದರೆ 3 [265,698,551,720]
column-rule [685,521,686,1095]
newspaper-page [8,4,937,1454]
shridhar-col-2-text: ಅರ್ಹರಿಗೆ ಸೌಲಭ್ಯಗಳನ್ನು ತಲುಪಿಸಬೇಕು. ಈ ನಿಟ್ಟಿನಲ್ಲಿ ಅಧಿಕಾರಿಗಳು ಸಕ್ರಿಯವಾಗಿ ಕಾರ್ಯನಿರ್ವಹಿಸಬೇಕು ಎಂದರು. ಕಾರ್ಯಕ್ರಮದಲ್ಲಿ ಸಮಾಜ ಕಲ್ಯಾಣ ಇಲಾಖೆ, ಹಿಂದುಳಿದ ವರ್ಗಗಳ ಕಲ್ಯಾಣ ಇಲಾಖೆ, ಅಲ್ಪಸಂಖ್ಯಾತರ ಕಲ್ಯಾಣ ಇಲಾಖೆ, ಮಹಿಳಾ ಮತ್ತು ಮಕ್ಕಳ ಅಭಿವೃದ್ಧಿ ಇಲಾಖೆ, ಕೃಷಿ, ತೋಟಗಾರಿಕೆ, ಆರೋಗ್ಯ, ಶಿಕ್ಷಣ ಇಲಾಖೆ ಸೇರಿದಂತೆ ವಿವಿಧ ಇಲಾಖೆಗಳ ಅಧಿಕಾರಿಗಳು ತಮ್ಮ ಇಲಾಖೆಯ ಯೋಜನೆಗಳ ಬಗ್ಗೆ ಮಾಹಿತಿ ನೀಡಿದರು. ಗ್ರಾಮ ಪಂಚಾಯಿತಿ ಸದಸ್ಯರು, ಸಾರ್ವಜನಿಕರು ಭಾಗವಹಿಸಿದ್ದರು. [403,921,539,1015]
paper-name: ಪ್ರಜಾ ಚಿಂತನೆ ದಿನಪತ್ರಿಕೆ [15,8,83,18]
wheel-label-obc: OBC [323,256,345,266]
pratibha-body [23,583,251,803]
shridhar-photo [403,769,679,917]
etinole-body [23,861,251,1117]
caste-census-illustration [205,133,467,329]
pratibha-headline-1: ಪ್ರತಿಭಾ ಪುರಸ್ಕಾರಕ್ಕೆ [63,526,193,550]
naale-headline-2: ನಿವೃತ್ತರಿಗೆ ಸನ್ಮಾನ [721,553,830,574]
